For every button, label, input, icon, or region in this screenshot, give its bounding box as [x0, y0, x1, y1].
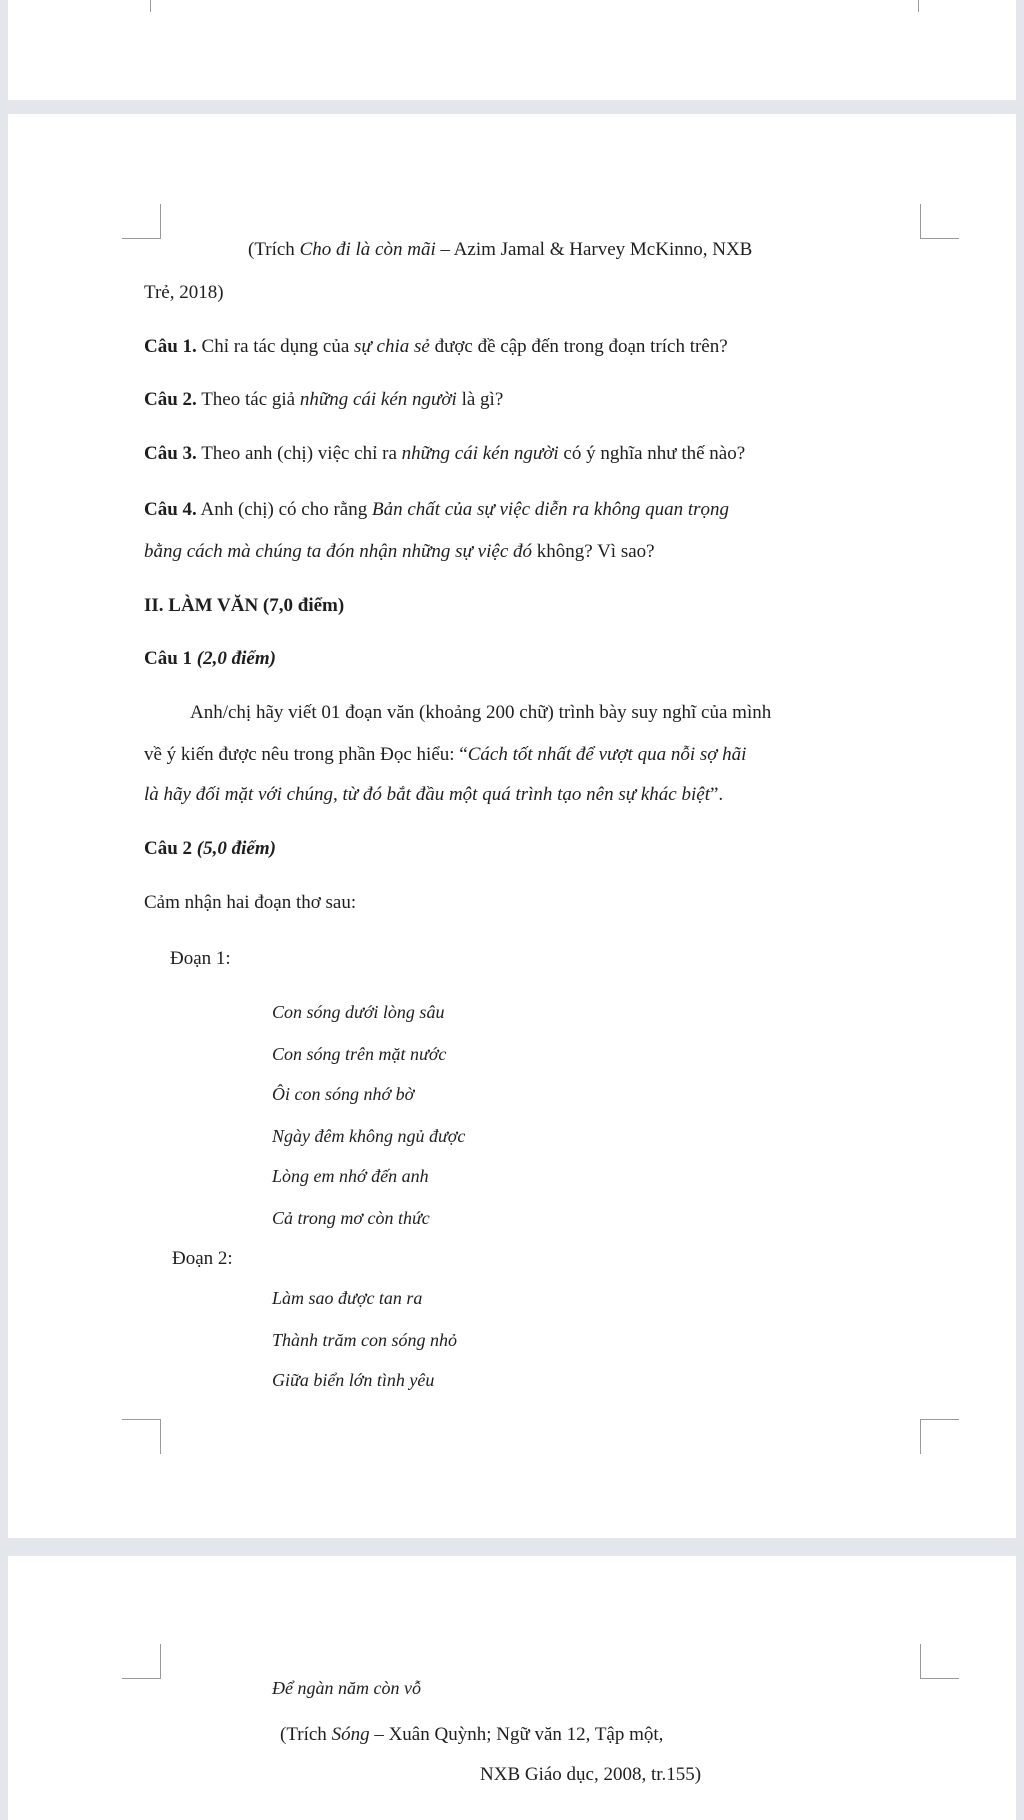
crop-mark: [150, 0, 151, 12]
cau1-line-3: là hãy đối mặt với chúng, từ đó bắt đầu một quá trình tạo nên sự khác biệt”.: [144, 784, 724, 805]
poem-line: Làm sao được tan ra: [272, 1288, 423, 1308]
document-page: [8, 114, 1016, 1538]
doan-2-label: Đoạn 2:: [172, 1248, 233, 1269]
crop-mark: [920, 1419, 959, 1454]
poem-line: Thành trăm con sóng nhỏ: [272, 1330, 458, 1350]
crop-mark: [122, 204, 161, 239]
poem-citation-line-1: (Trích Sóng – Xuân Quỳnh; Ngữ văn 12, Tập một,: [280, 1724, 664, 1745]
doan-1-label: Đoạn 1:: [170, 948, 231, 969]
poem-citation-line-2: NXB Giáo dục, 2008, tr.155): [480, 1764, 702, 1785]
poem-line: Ngày đêm không ngủ được: [272, 1126, 466, 1146]
poem-line: Giữa biển lớn tình yêu: [272, 1370, 435, 1390]
question-2: Câu 2. Theo tác giả những cái kén người là gì?: [144, 389, 504, 410]
cau2-heading: Câu 2 (5,0 điểm): [144, 838, 276, 859]
question-4-line-1: Câu 4. Anh (chị) có cho rằng Bản chất của sự việc diễn ra không quan trọng: [144, 499, 730, 520]
citation-line-2: Trẻ, 2018): [144, 282, 224, 303]
poem-line: Để ngàn năm còn vỗ: [272, 1678, 421, 1698]
section-heading: II. LÀM VĂN (7,0 điểm): [144, 595, 345, 616]
citation-line-1: (Trích Cho đi là còn mãi – Azim Jamal & Harvey McKinno, NXB: [248, 239, 753, 260]
crop-mark: [920, 204, 959, 239]
poem-line: Lòng em nhớ đến anh: [272, 1166, 429, 1186]
poem-line: Con sóng trên mặt nước: [272, 1044, 447, 1064]
cau2-intro: Cảm nhận hai đoạn thơ sau:: [144, 892, 357, 913]
question-1: Câu 1. Chỉ ra tác dụng của sự chia sẻ được đề cập đến trong đoạn trích trên?: [144, 336, 728, 357]
page-fragment-top: [8, 0, 1016, 100]
crop-mark: [122, 1419, 161, 1454]
poem-line: Cả trong mơ còn thức: [272, 1208, 430, 1228]
cau1-line-2: về ý kiến được nêu trong phần Đọc hiểu: “Cách tốt nhất để vượt qua nỗi sợ hãi: [144, 744, 747, 765]
poem-line: Ôi con sóng nhớ bờ: [272, 1084, 415, 1104]
crop-mark: [918, 0, 919, 12]
cau1-line-1: Anh/chị hãy viết 01 đoạn văn (khoảng 200 chữ) trình bày suy nghĩ của mình: [190, 702, 772, 723]
question-3: Câu 3. Theo anh (chị) việc chỉ ra những cái kén người có ý nghĩa như thế nào?: [144, 443, 746, 464]
crop-mark: [920, 1644, 959, 1679]
crop-mark: [122, 1644, 161, 1679]
poem-line: Con sóng dưới lòng sâu: [272, 1002, 445, 1022]
question-4-line-2: bằng cách mà chúng ta đón nhận những sự việc đó không? Vì sao?: [144, 541, 655, 562]
cau1-heading: Câu 1 (2,0 điểm): [144, 648, 276, 669]
